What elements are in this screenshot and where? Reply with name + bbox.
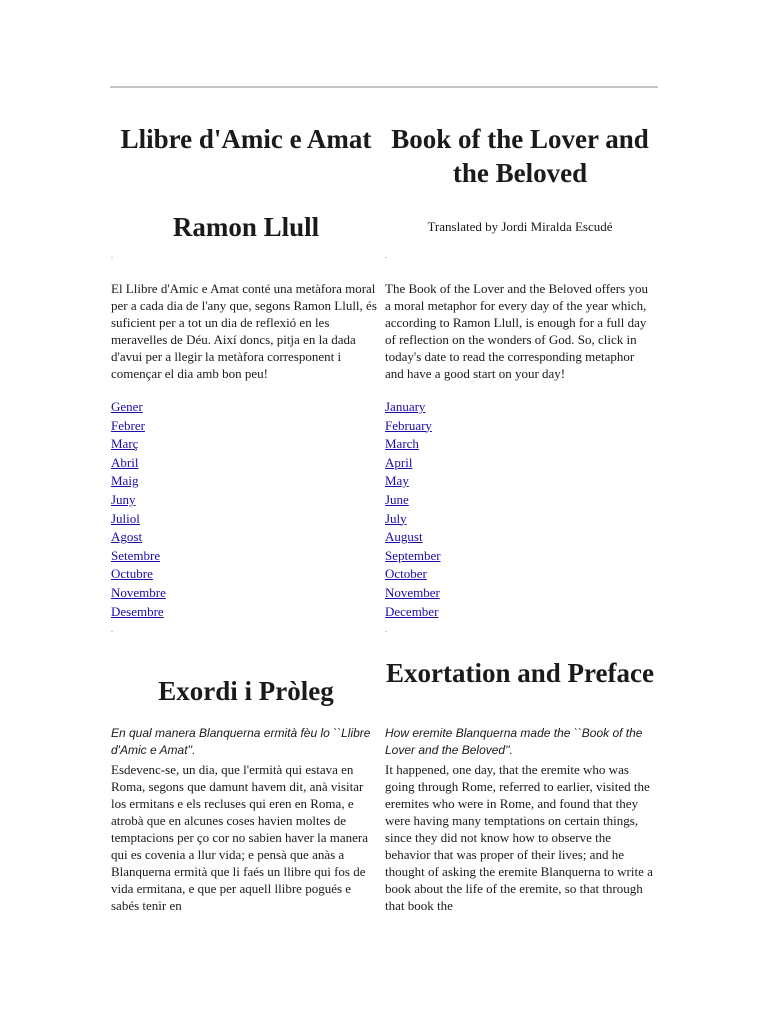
- english-month-item: [385, 398, 441, 417]
- catalan-month-item: [111, 603, 166, 622]
- spacer-dot: .: [111, 625, 113, 634]
- spacer-dot: .: [385, 625, 387, 634]
- catalan-month-link-1[interactable]: Gener: [111, 399, 143, 414]
- catalan-section-title: Exordi i Pròleg: [158, 676, 334, 706]
- english-month-item: [385, 472, 441, 491]
- catalan-month-item: [111, 528, 166, 547]
- catalan-month-link-3[interactable]: Març: [111, 436, 139, 452]
- catalan-month-link-9[interactable]: Setembre: [111, 547, 161, 563]
- catalan-description: El Llibre d'Amic e Amat conté una metàfora moral per a cada dia de l'any que, segons Ramon Llull, és suficient per a tot un dia de reflexió en les meravelles de Déu. Així doncs, pitja en la dada d'avui per a llegir la metàfora corresponent i començar el dia amb bon peu!: [111, 281, 377, 381]
- catalan-month-item: [111, 510, 166, 529]
- catalan-month-link-12[interactable]: Desembre: [111, 603, 164, 619]
- english-month-list: [385, 398, 441, 621]
- catalan-section-body: Esdevenc-se, un dia, que l'ermità qui estava en Roma, segons que damunt havem dit, anà visitar los ermitans e els recluses qui eren en Roma, e atrobà que en alcunes coses havien moltes de temptacions per ço cor no sabien haver la manera qui es covenia a llur vida; e pensà que anàs a Blanquerna ermità que li faés un llibre qui fos de vida ermitana, e que per aquell llibre pogués e sabés tenir en: [111, 762, 368, 913]
- english-section-intro: How eremite Blanquerna made the ``Book of the Lover and the Beloved''.: [385, 726, 643, 757]
- english-month-item: [385, 528, 441, 547]
- english-description: The Book of the Lover and the Beloved offers you a moral metaphor for every day of the year which, according to Ramon Llull, is enough for a full day of reflection on the wonders of God. So, click in today's date to read the corresponding metaphor and have a good start on your day!: [385, 281, 648, 381]
- english-month-item: [385, 435, 441, 454]
- catalan-section-intro: En qual manera Blanquerna ermità fèu lo ``Llibre d'Amic e Amat''.: [111, 726, 371, 757]
- english-month-item: [385, 584, 441, 603]
- english-month-item: [385, 491, 441, 510]
- english-month-link-6[interactable]: June: [385, 491, 409, 507]
- english-month-item: [385, 565, 441, 584]
- english-section-body: It happened, one day, that the eremite who was going through Rome, referred to earlier, visited the eremites who were in Rome, and found that they were having many temptations on certain things, since they did not know how to observe the behavior that was proper of their lives; and he thought of asking the eremite Blanquerna to write a book about the life of the eremite, so that through that book the: [385, 762, 653, 913]
- english-month-link-4[interactable]: April: [385, 454, 413, 470]
- english-month-item: [385, 510, 441, 529]
- english-month-link-1[interactable]: January: [385, 399, 426, 414]
- english-month-link-10[interactable]: October: [385, 566, 427, 582]
- top-horizontal-rule: [110, 86, 658, 88]
- catalan-month-item: [111, 584, 166, 603]
- catalan-month-item: [111, 565, 166, 584]
- catalan-month-item: [111, 472, 166, 491]
- english-month-link-9[interactable]: September: [385, 547, 441, 563]
- english-month-item: [385, 547, 441, 566]
- english-month-item: [385, 603, 441, 622]
- author-name: Ramon Llull: [172, 212, 320, 242]
- english-book-title: Book of the Lover and the Beloved: [391, 124, 649, 188]
- spacer-dot: .: [385, 251, 387, 260]
- english-month-link-12[interactable]: December: [385, 603, 439, 619]
- catalan-month-item: [111, 435, 166, 454]
- english-month-link-7[interactable]: July: [385, 510, 407, 526]
- english-month-link-3[interactable]: March: [385, 436, 419, 452]
- catalan-month-link-8[interactable]: Agost: [111, 529, 143, 545]
- catalan-book-title: Llibre d'Amic e Amat: [120, 124, 372, 154]
- catalan-month-item: [111, 491, 166, 510]
- catalan-month-list: [111, 398, 166, 621]
- english-month-link-2[interactable]: February: [385, 417, 432, 433]
- english-month-item: [385, 417, 441, 436]
- catalan-month-item: [111, 454, 166, 473]
- catalan-month-item: [111, 547, 166, 566]
- catalan-month-item: [111, 417, 166, 436]
- catalan-month-link-11[interactable]: Novembre: [111, 584, 166, 600]
- spacer-dot: .: [111, 251, 113, 260]
- catalan-month-item: [111, 398, 166, 417]
- catalan-month-link-2[interactable]: Febrer: [111, 417, 145, 433]
- english-month-link-11[interactable]: November: [385, 584, 440, 600]
- catalan-month-link-10[interactable]: Octubre: [111, 566, 153, 582]
- english-month-link-5[interactable]: May: [385, 473, 409, 489]
- catalan-month-link-6[interactable]: Juny: [111, 491, 136, 507]
- catalan-month-link-4[interactable]: Abril: [111, 454, 139, 470]
- english-month-item: [385, 454, 441, 473]
- english-section-title: Exortation and Preface: [386, 658, 654, 688]
- translator-credit: Translated by Jordi Miralda Escudé: [427, 219, 613, 234]
- catalan-month-link-5[interactable]: Maig: [111, 473, 139, 489]
- english-month-link-8[interactable]: August: [385, 529, 423, 545]
- catalan-month-link-7[interactable]: Juliol: [111, 510, 140, 526]
